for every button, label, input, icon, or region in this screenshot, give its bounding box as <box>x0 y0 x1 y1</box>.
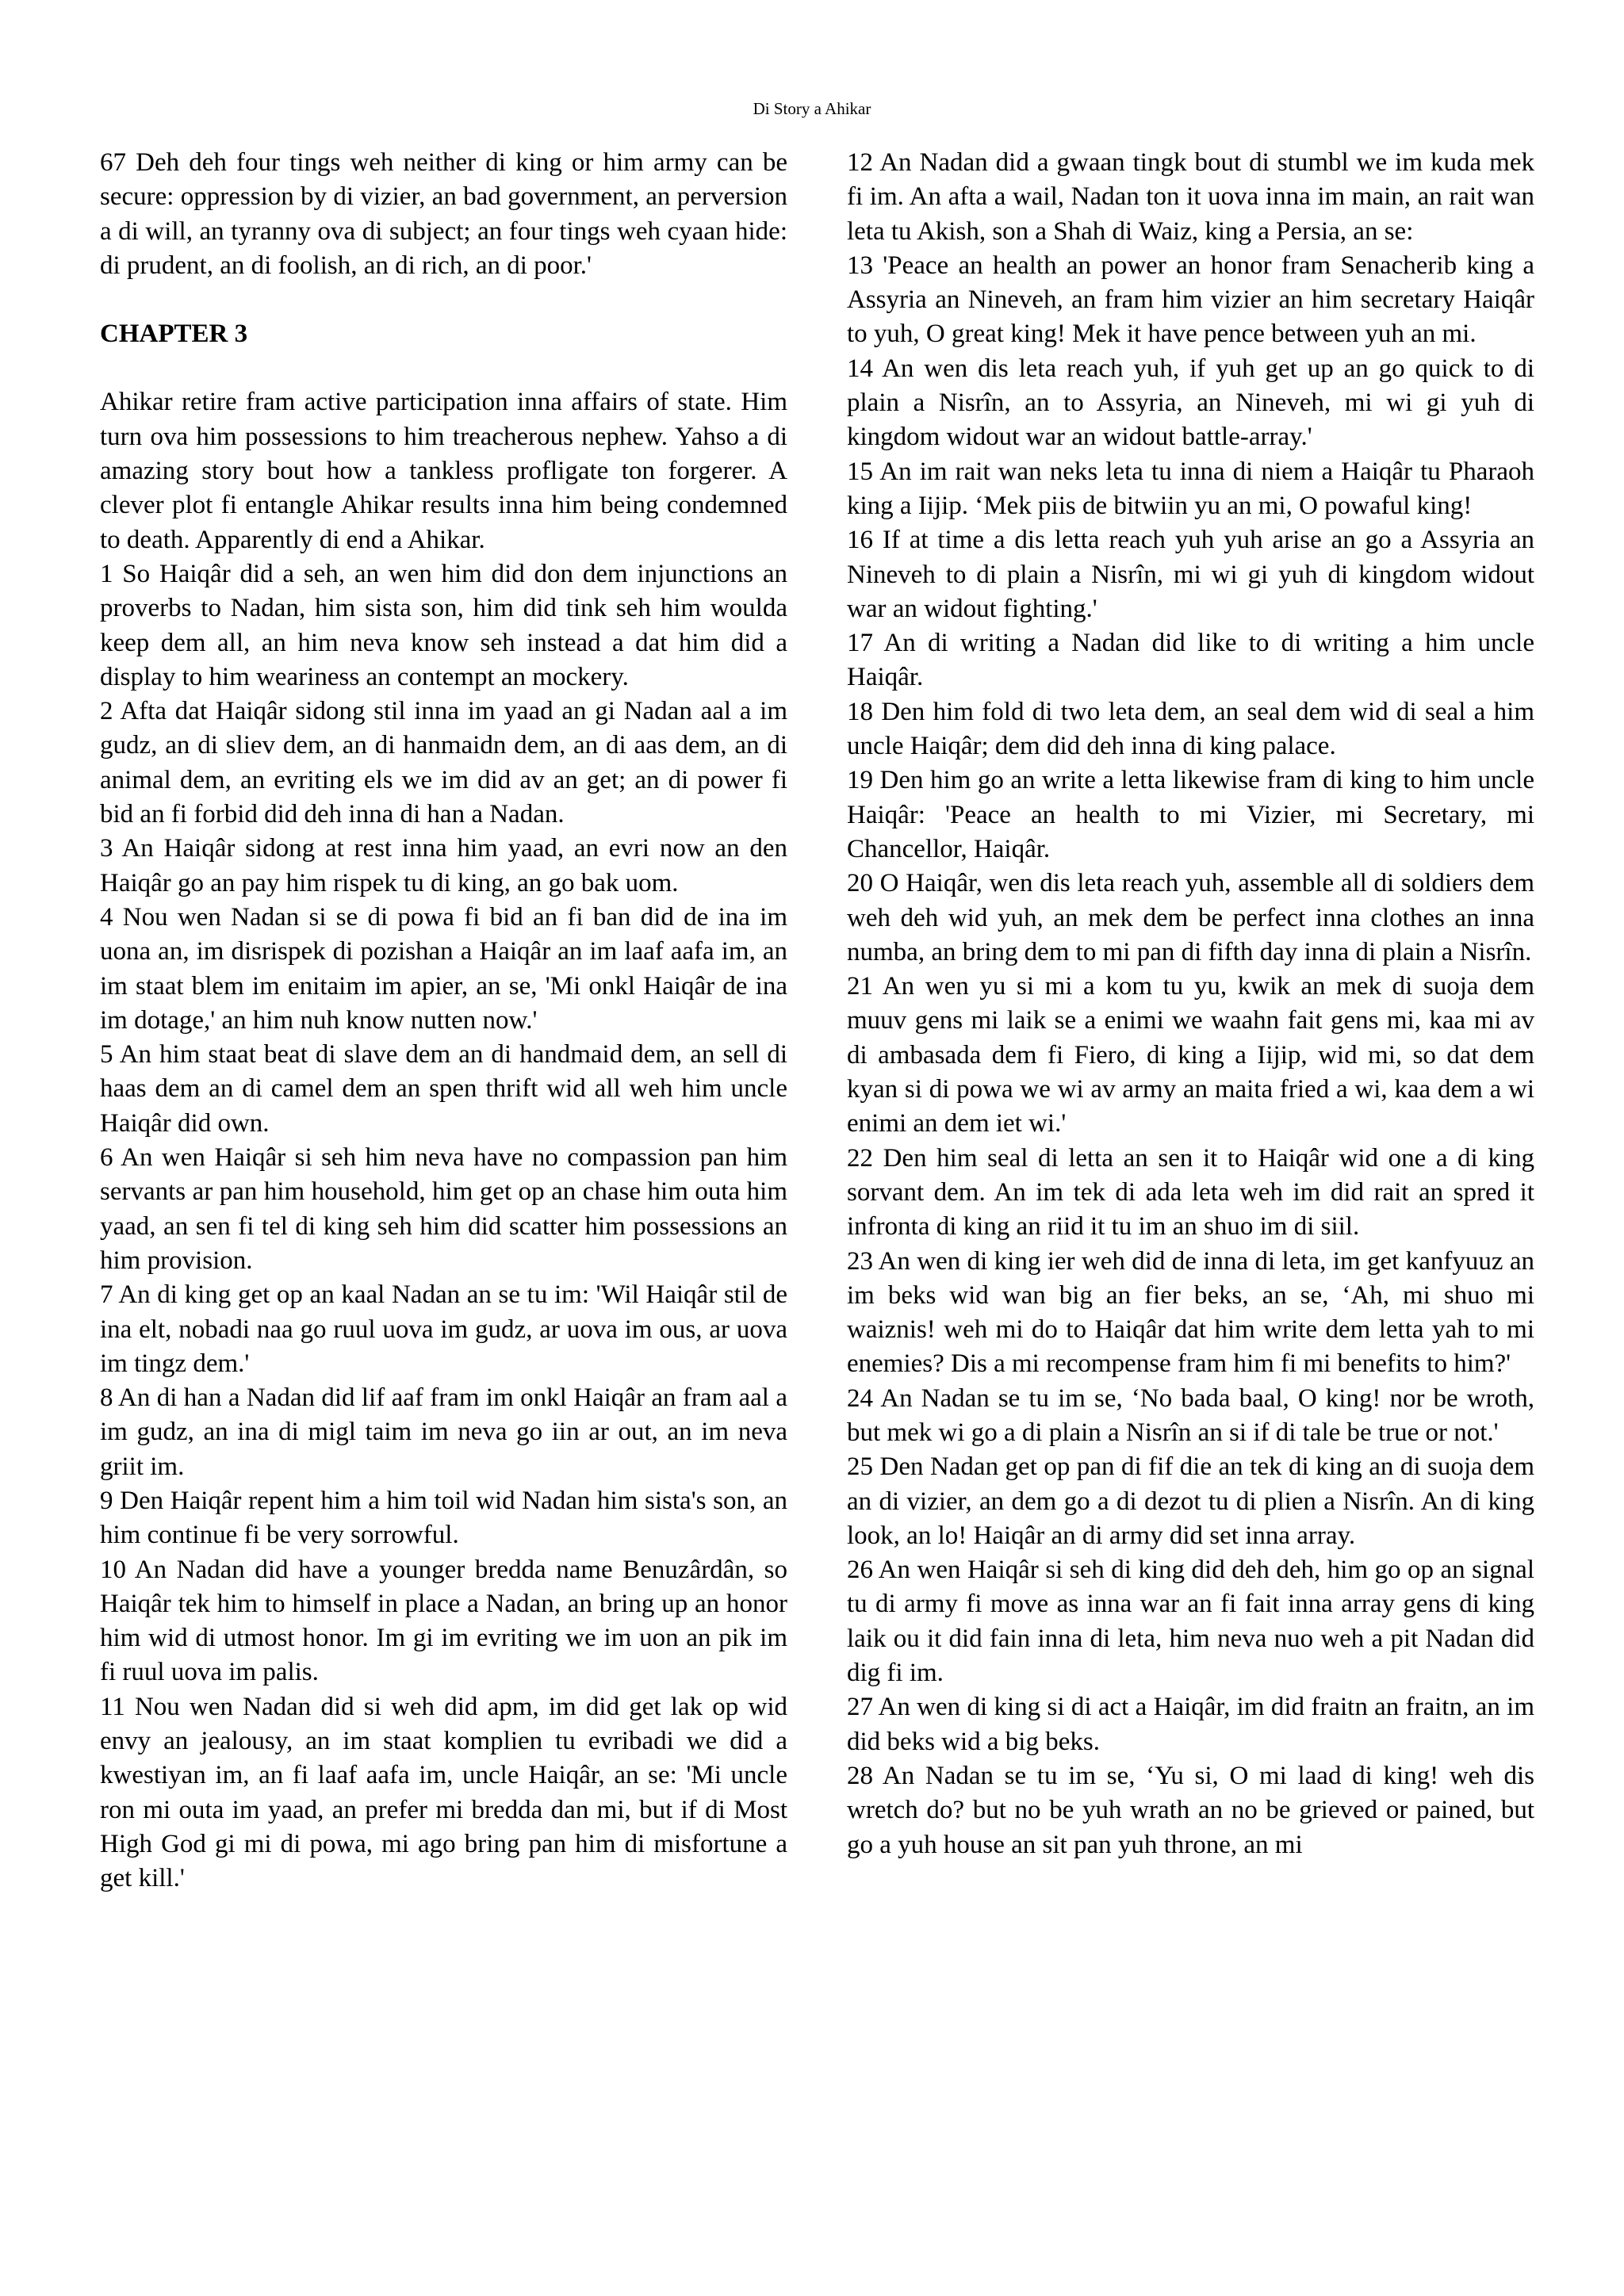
verse-6: 6 An wen Haiqâr si seh him neva have no compassion pan him servants ar pan him household, him get op an chase him outa him yaad, an sen fi tel di king seh him did scatter him possessions an him provision. <box>100 1143 787 1275</box>
verse-22: 22 Den him seal di letta an sen it to Haiqâr wid one a di king sorvant dem. An im tek di ada leta weh im did rait an spred it infronta di king an riid it tu im an shuo im di siil. <box>847 1143 1534 1242</box>
verse-26: 26 An wen Haiqâr si seh di king did deh deh, him go op an signal tu di army fi move as inna war an fi fait inna array gens di king laik ou it did fain inna di leta, him neva nuo weh a pit Nadan did dig fi im. <box>847 1556 1534 1688</box>
verse-19: 19 Den him go an write a letta likewise fram di king to him uncle Haiqâr: 'Peace an health to mi Vizier, mi Secretary, mi Chancellor, Haiqâr. <box>847 766 1534 863</box>
verse-15: 15 An im rait wan neks leta tu inna di niem a Haiqâr tu Pharaoh king a Iijip. ‘Mek piis de bitwiin yu an mi, O powaful king! <box>847 457 1534 520</box>
verse-3: 3 An Haiqâr sidong at rest inna him yaad, an evri now an den Haiqâr go an pay him rispek tu di king, an go bak uom. <box>100 834 787 897</box>
spacer <box>100 283 787 317</box>
verse-13: 13 'Peace an health an power an honor fram Senacherib king a Assyria an Nineveh, an fram him vizier an him secretary Haiqâr to yuh, O great king! Mek it have pence between yuh an mi. <box>847 251 1534 349</box>
spacer <box>100 351 787 385</box>
verse-11: 11 Nou wen Nadan did si weh did apm, im did get lak op wid envy an jealousy, an im staat komplien tu evribadi we did a kwestiyan im, an fi laaf aafa im, uncle Haiqâr, an se: 'Mi uncle ron mi outa im yaad, an prefer mi bredda dan mi, but if di Most High God gi mi di powa, mi ago bring pan him di misfortune a get kill.' <box>100 1692 787 1893</box>
verse-28: 28 An Nadan se tu im se, ‘Yu si, O mi laad di king! weh dis wretch do? but no be yuh wrath an no be grieved or pained, but go a yuh house an sit pan yuh throne, an mi <box>847 1761 1534 1859</box>
verse-9: 9 Den Haiqâr repent him a him toil wid Nadan him sista's son, an him continue fi be very sorrowful. <box>100 1486 787 1550</box>
verse-24: 24 An Nadan se tu im se, ‘No bada baal, O king! nor be wroth, but mek wi go a di plain a Nisrîn an si if di tale be true or not.' <box>847 1383 1534 1447</box>
verse-18: 18 Den him fold di two leta dem, an seal dem wid di seal a him uncle Haiqâr; dem did deh inna di king palace. <box>847 697 1534 761</box>
verse-5: 5 An him staat beat di slave dem an di handmaid dem, an sell di haas dem an di camel dem an spen thrift wid all weh him uncle Haiqâr did own. <box>100 1040 787 1138</box>
verse-67: 67 Deh deh four tings weh neither di king or him army can be secure: oppression by di vizier, an bad government, an perversion a di will, an tyranny ova di subject; an four tings weh cyaan hide: di prudent, an di foolish, an di rich, an di poor.' <box>100 148 787 280</box>
verse-7: 7 An di king get op an kaal Nadan an se tu im: 'Wil Haiqâr stil de ina elt, nobadi naa go ruul uova im gudz, ar uova im ous, ar uova im tingz dem.' <box>100 1280 787 1378</box>
verse-25: 25 Den Nadan get op pan di fif die an tek di king an di suoja dem an di vizier, an dem go a di dezot tu di plien a Nisrîn. An di king look, an lo! Haiqâr an di army did set inna array. <box>847 1452 1534 1550</box>
verse-23: 23 An wen di king ier weh did de inna di leta, im get kanfyuuz an im beks wid wan big an fier beks, an se, ‘Ah, mi shuo mi waiznis! weh mi do to Haiqâr dat him write dem letta yah to mi enemies? Dis a mi recompense fram him fi mi benefits to him?' <box>847 1246 1534 1379</box>
verse-10: 10 An Nadan did have a younger bredda name Benuzârdân, so Haiqâr tek him to himself in place a Nadan, an bring up an honor him wid di utmost honor. Im gi im evriting we im uon an pik im fi ruul uova im palis. <box>100 1555 787 1687</box>
left-column <box>100 146 787 1896</box>
verse-14: 14 An wen dis leta reach yuh, if yuh get up an go quick to di plain a Nisrîn, an to Assyria, an Nineveh, mi wi gi yuh di kingdom widout war an widout battle-array.' <box>847 354 1534 452</box>
verse-27: 27 An wen di king si di act a Haiqâr, im did fraitn an fraitn, an im did beks wid a big beks. <box>847 1693 1534 1756</box>
verse-1: 1 So Haiqâr did a seh, an wen him did don dem injunctions an proverbs to Nadan, him sista son, him did tink seh him woulda keep dem all, an him neva know seh instead a dat him did a display to him weariness an contempt an mockery. <box>100 559 787 691</box>
verse-21: 21 An wen yu si mi a kom tu yu, kwik an mek di suoja dem muuv gens mi laik se a enimi we waahn fait gens mi, kaa mi av di ambasada dem fi Fiero, di king a Iijip, wid mi, so dat dem kyan si di powa we wi av army an maita fried a wi, kaa dem a wi enimi an dem iet wi.' <box>847 972 1534 1138</box>
verse-2: 2 Afta dat Haiqâr sidong stil inna im yaad an gi Nadan aal a im gudz, an di sliev dem, an di hanmaidn dem, an di aas dem, an di animal dem, an evriting els we im did av an get; an di power fi bid an fi forbid did deh inna di han a Nadan. <box>100 697 787 829</box>
verse-20: 20 O Haiqâr, wen dis leta reach yuh, assemble all di soldiers dem weh deh wid yuh, an mek dem be perfect inna clothes an inna numba, an bring dem to mi pan di fifth day inna di plain a Nisrîn. <box>847 869 1534 966</box>
verse-4: 4 Nou wen Nadan si se di powa fi bid an fi ban did de ina im uona an, im disrispek di pozishan a Haiqâr an im laaf aafa im, an im staat blem im enitaim im apier, an se, 'Mi onkl Haiqâr de ina im dotage,' an him nuh know nutten now.' <box>100 902 787 1035</box>
verse-16: 16 If at time a dis letta reach yuh yuh arise an go a Assyria an Nineveh to di plain a Nisrîn, mi wi gi yuh di kingdom widout war an widout fighting.' <box>847 526 1534 623</box>
verse-8: 8 An di han a Nadan did lif aaf fram im onkl Haiqâr an fram aal a im gudz, an ina di migl taim im neva go iin ar out, an im neva griit im. <box>100 1383 787 1481</box>
chapter-heading: CHAPTER 3 <box>100 320 248 349</box>
verse-12: 12 An Nadan did a gwaan tingk bout di stumbl we im kuda mek fi im. An afta a wail, Nadan ton it uova inna im main, an rait wan leta tu Akish, son a Shah di Waiz, king a Persia, an se: <box>847 148 1534 246</box>
right-column <box>847 146 1534 1862</box>
verse-17: 17 An di writing a Nadan did like to di writing a him uncle Haiqâr. <box>847 629 1534 692</box>
running-header: Di Story a Ahikar <box>753 99 871 118</box>
chapter-summary: Ahikar retire fram active participation inna affairs of state. Him turn ova him possessions to him treacherous nephew. Yahso a di amazing story bout how a tankless profligate ton forgerer. A clever plot fi entangle Ahikar results inna him being condemned to death. Apparently di end a Ahikar. <box>100 388 787 554</box>
